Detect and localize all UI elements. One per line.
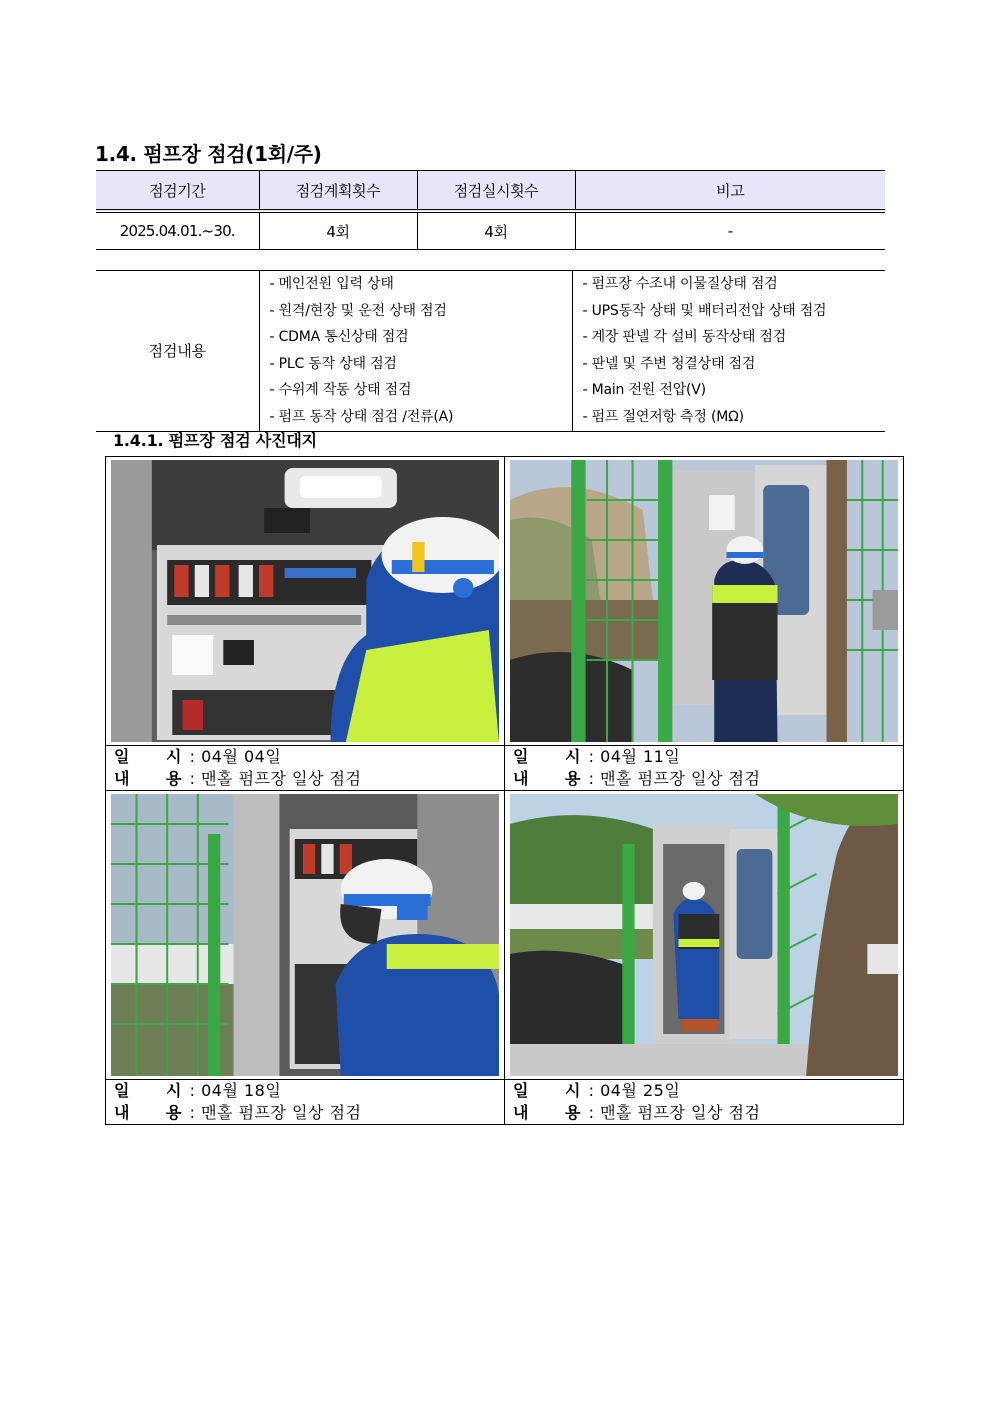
caption-content: 맨홀 펌프장 일상 점검: [201, 1103, 362, 1122]
caption-date-key: 시: [166, 747, 182, 766]
caption-date-key: 일: [114, 1081, 130, 1100]
summary-table: [96, 170, 885, 250]
caption-cell-3: [106, 1080, 505, 1125]
caption-cell-4: [505, 1080, 904, 1125]
inspection-item: - Main 전원 전압(V): [582, 382, 706, 399]
inspection-item: - 판넬 및 주변 청결상태 점검: [582, 355, 756, 372]
inspection-item: - 메인전원 입력 상태: [269, 276, 394, 292]
inspection-photo-3: [111, 794, 499, 1076]
caption-separator: :: [189, 1103, 196, 1122]
photo-cell-3: [106, 791, 505, 1080]
caption-content-key: 용: [166, 769, 182, 788]
caption-date-key: 시: [166, 1081, 182, 1100]
caption-cell-2: [505, 746, 904, 791]
caption-separator: :: [189, 769, 196, 788]
cell-actual-count: 4회: [417, 211, 575, 250]
cell-period: 2025.04.01.~30.: [96, 211, 259, 250]
caption-content-key: 용: [565, 1103, 581, 1122]
inspection-item: - 계장 판넬 각 설비 동작상태 점검: [582, 329, 787, 346]
caption-date-key: 일: [513, 747, 529, 766]
inspection-item: - PLC 동작 상태 점검: [269, 355, 397, 372]
header-planned-count: 점검계획횟수: [259, 171, 417, 212]
caption-date: 04월 11일: [600, 747, 681, 766]
caption-content-key: 용: [565, 769, 581, 788]
caption-content-key: 내: [114, 769, 130, 788]
cell-remarks: -: [575, 211, 885, 250]
caption-date: 04월 25일: [600, 1081, 681, 1100]
caption-date-key: 일: [114, 747, 130, 766]
cell-planned-count: 4회: [259, 211, 417, 250]
inspection-item: - CDMA 통신상태 점검: [269, 329, 409, 346]
caption-cell-1: [106, 746, 505, 791]
photo-cell-1: [106, 457, 505, 746]
caption-separator: :: [588, 747, 595, 766]
inspection-photo-4: [510, 794, 898, 1076]
photo-cell-2: [505, 457, 904, 746]
caption-content-key: 내: [513, 769, 529, 788]
caption-content-key: 내: [114, 1103, 130, 1122]
caption-content-key: 용: [166, 1103, 182, 1122]
caption-separator: :: [588, 1103, 595, 1122]
inspection-item: - 수위계 작동 상태 점검: [269, 382, 412, 399]
section-title: 1.4. 펌프장 점검(1회/주): [95, 142, 322, 166]
inspection-photo-1: [111, 460, 499, 742]
photo-cell-4: [505, 791, 904, 1080]
caption-separator: :: [588, 1081, 595, 1100]
caption-date-key: 시: [565, 1081, 581, 1100]
photo-section-title: 1.4.1. 펌프장 점검 사진대지: [113, 431, 317, 450]
inspection-list-b: [572, 271, 885, 432]
caption-content-key: 내: [513, 1103, 529, 1122]
inspection-label: 점검내용: [96, 271, 259, 432]
inspection-item: - 원격/현장 및 운전 상태 점검: [269, 302, 447, 319]
inspection-photo-2: [510, 460, 898, 742]
caption-separator: :: [189, 1081, 196, 1100]
caption-content: 맨홀 펌프장 일상 점검: [600, 769, 761, 788]
photo-log-table: [105, 456, 904, 1125]
inspection-list-a: [259, 271, 572, 432]
inspection-item: - 펌프 절연저항 측정 (MΩ): [582, 408, 744, 425]
inspection-table: [96, 270, 885, 432]
inspection-item: - 펌프장 수조내 이물질상태 점검: [582, 276, 778, 292]
header-remarks: 비고: [575, 171, 885, 212]
header-period: 점검기간: [96, 171, 259, 212]
caption-date-key: 시: [565, 747, 581, 766]
caption-date-key: 일: [513, 1081, 529, 1100]
header-actual-count: 점검실시횟수: [417, 171, 575, 212]
inspection-item: - UPS동작 상태 및 배터리전압 상태 점검: [582, 302, 827, 319]
caption-date: 04월 18일: [201, 1081, 282, 1100]
caption-separator: :: [588, 769, 595, 788]
caption-content: 맨홀 펌프장 일상 점검: [600, 1103, 761, 1122]
caption-date: 04월 04일: [201, 747, 282, 766]
caption-content: 맨홀 펌프장 일상 점검: [201, 769, 362, 788]
inspection-item: - 펌프 동작 상태 점검 /전류(A): [269, 408, 454, 425]
caption-separator: :: [189, 747, 196, 766]
